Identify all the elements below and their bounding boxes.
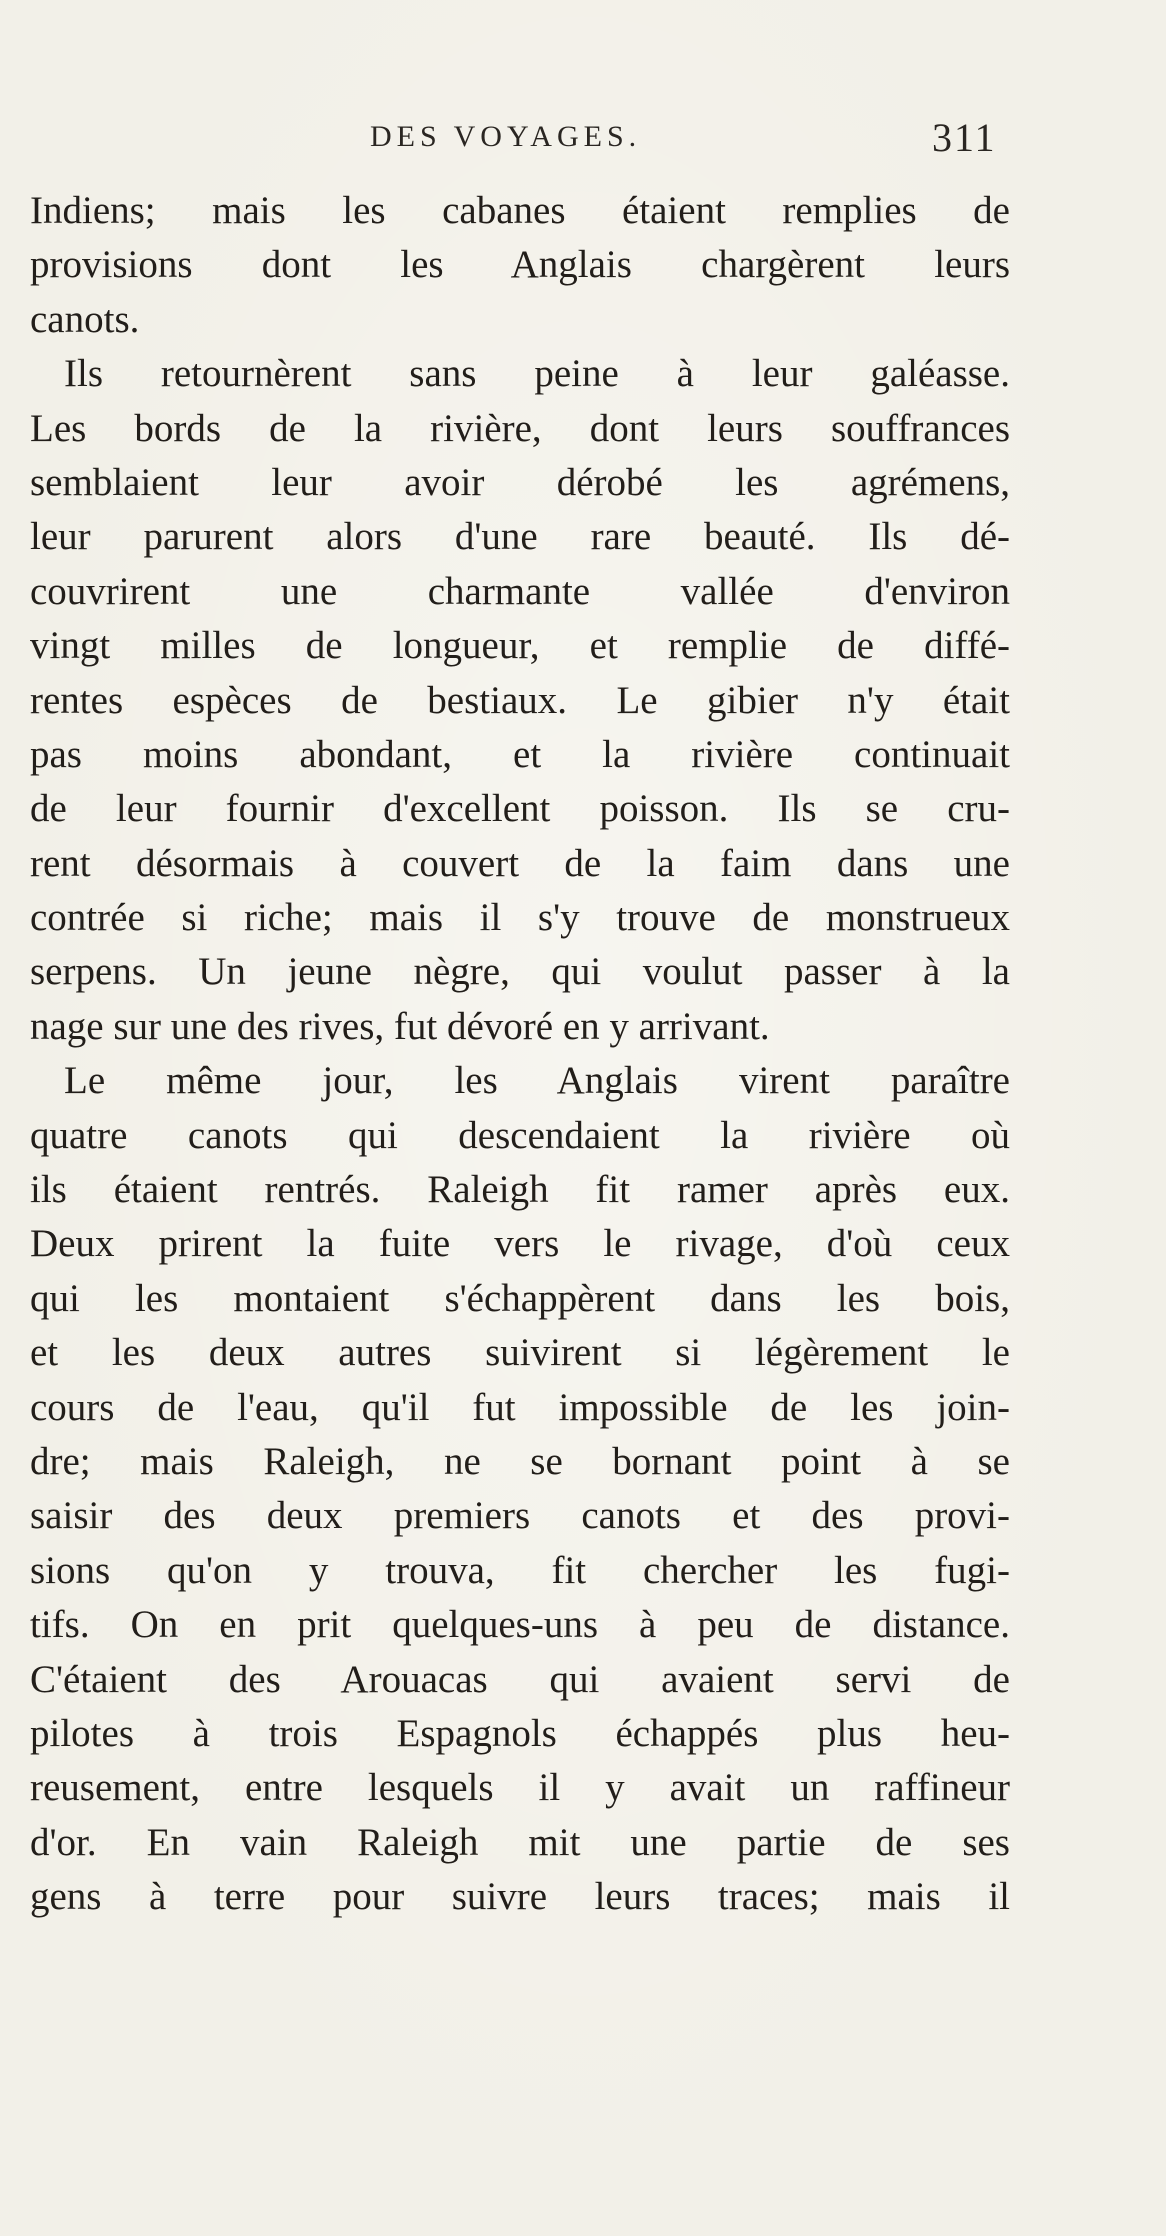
- text-line: de leur fournir d'excellent poisson. Ils se cru-: [30, 787, 1010, 831]
- text-line: contrée si riche; mais il s'y trouve de monstrueux: [30, 896, 1010, 940]
- text-line: d'or. En vain Raleigh mit une partie de ses: [30, 1820, 1010, 1864]
- text-line: saisir des deux premiers canots et des provi-: [30, 1494, 1010, 1538]
- text-line: rentes espèces de bestiaux. Le gibier n'y était: [30, 678, 1010, 722]
- text-line: dre; mais Raleigh, ne se bornant point à se: [30, 1439, 1010, 1483]
- text-line: leur parurent alors d'une rare beauté. Ils dé-: [30, 515, 1010, 559]
- text-line: couvrirent une charmante vallée d'environ: [30, 569, 1010, 613]
- text-line: cours de l'eau, qu'il fut impossible de les join-: [30, 1385, 1010, 1429]
- text-line: canots.: [30, 297, 140, 341]
- text-line: provisions dont les Anglais chargèrent leurs: [30, 243, 1010, 287]
- text-line: pas moins abondant, et la rivière continuait: [30, 732, 1010, 776]
- text-line: sions qu'on y trouva, fit chercher les fugi-: [30, 1548, 1010, 1592]
- text-line: C'étaient des Arouacas qui avaient servi de: [30, 1657, 1010, 1701]
- paragraph-start-line: Le même jour, les Anglais virent paraître: [64, 1059, 1010, 1103]
- text-line: qui les montaient s'échappèrent dans les bois,: [30, 1276, 1010, 1320]
- text-line: semblaient leur avoir dérobé les agrémens,: [30, 460, 1010, 504]
- text-line: gens à terre pour suivre leurs traces; mais il: [30, 1875, 1010, 1919]
- text-line: tifs. On en prit quelques-uns à peu de distance.: [30, 1603, 1010, 1647]
- text-line: serpens. Un jeune nègre, qui voulut passer à la: [30, 950, 1010, 994]
- text-line: vingt milles de longueur, et remplie de diffé-: [30, 624, 1010, 668]
- text-line: quatre canots qui descendaient la rivière où: [30, 1113, 1010, 1157]
- text-line: Indiens; mais les cabanes étaient remplies de: [30, 189, 1010, 232]
- running-title: DES VOYAGES.: [370, 120, 642, 153]
- text-line: reusement, entre lesquels il y avait un raffineur: [30, 1766, 1010, 1810]
- text-line: Deux prirent la fuite vers le rivage, d'où ceux: [30, 1222, 1010, 1266]
- page-number: 311: [932, 115, 997, 160]
- text-line: pilotes à trois Espagnols échappés plus heu-: [30, 1711, 1010, 1755]
- text-line: nage sur une des rives, fut dévoré en y arrivant.: [30, 1004, 770, 1048]
- text-line: ils étaient rentrés. Raleigh fit ramer après eux.: [30, 1168, 1010, 1212]
- body-text: [30, 184, 1010, 1925]
- text-line: et les deux autres suivirent si légèrement le: [30, 1331, 1010, 1375]
- text-line: Les bords de la rivière, dont leurs souffrances: [30, 406, 1010, 450]
- text-line: rent désormais à couvert de la faim dans une: [30, 841, 1010, 885]
- paragraph-start-line: Ils retournèrent sans peine à leur galéasse.: [64, 352, 1010, 396]
